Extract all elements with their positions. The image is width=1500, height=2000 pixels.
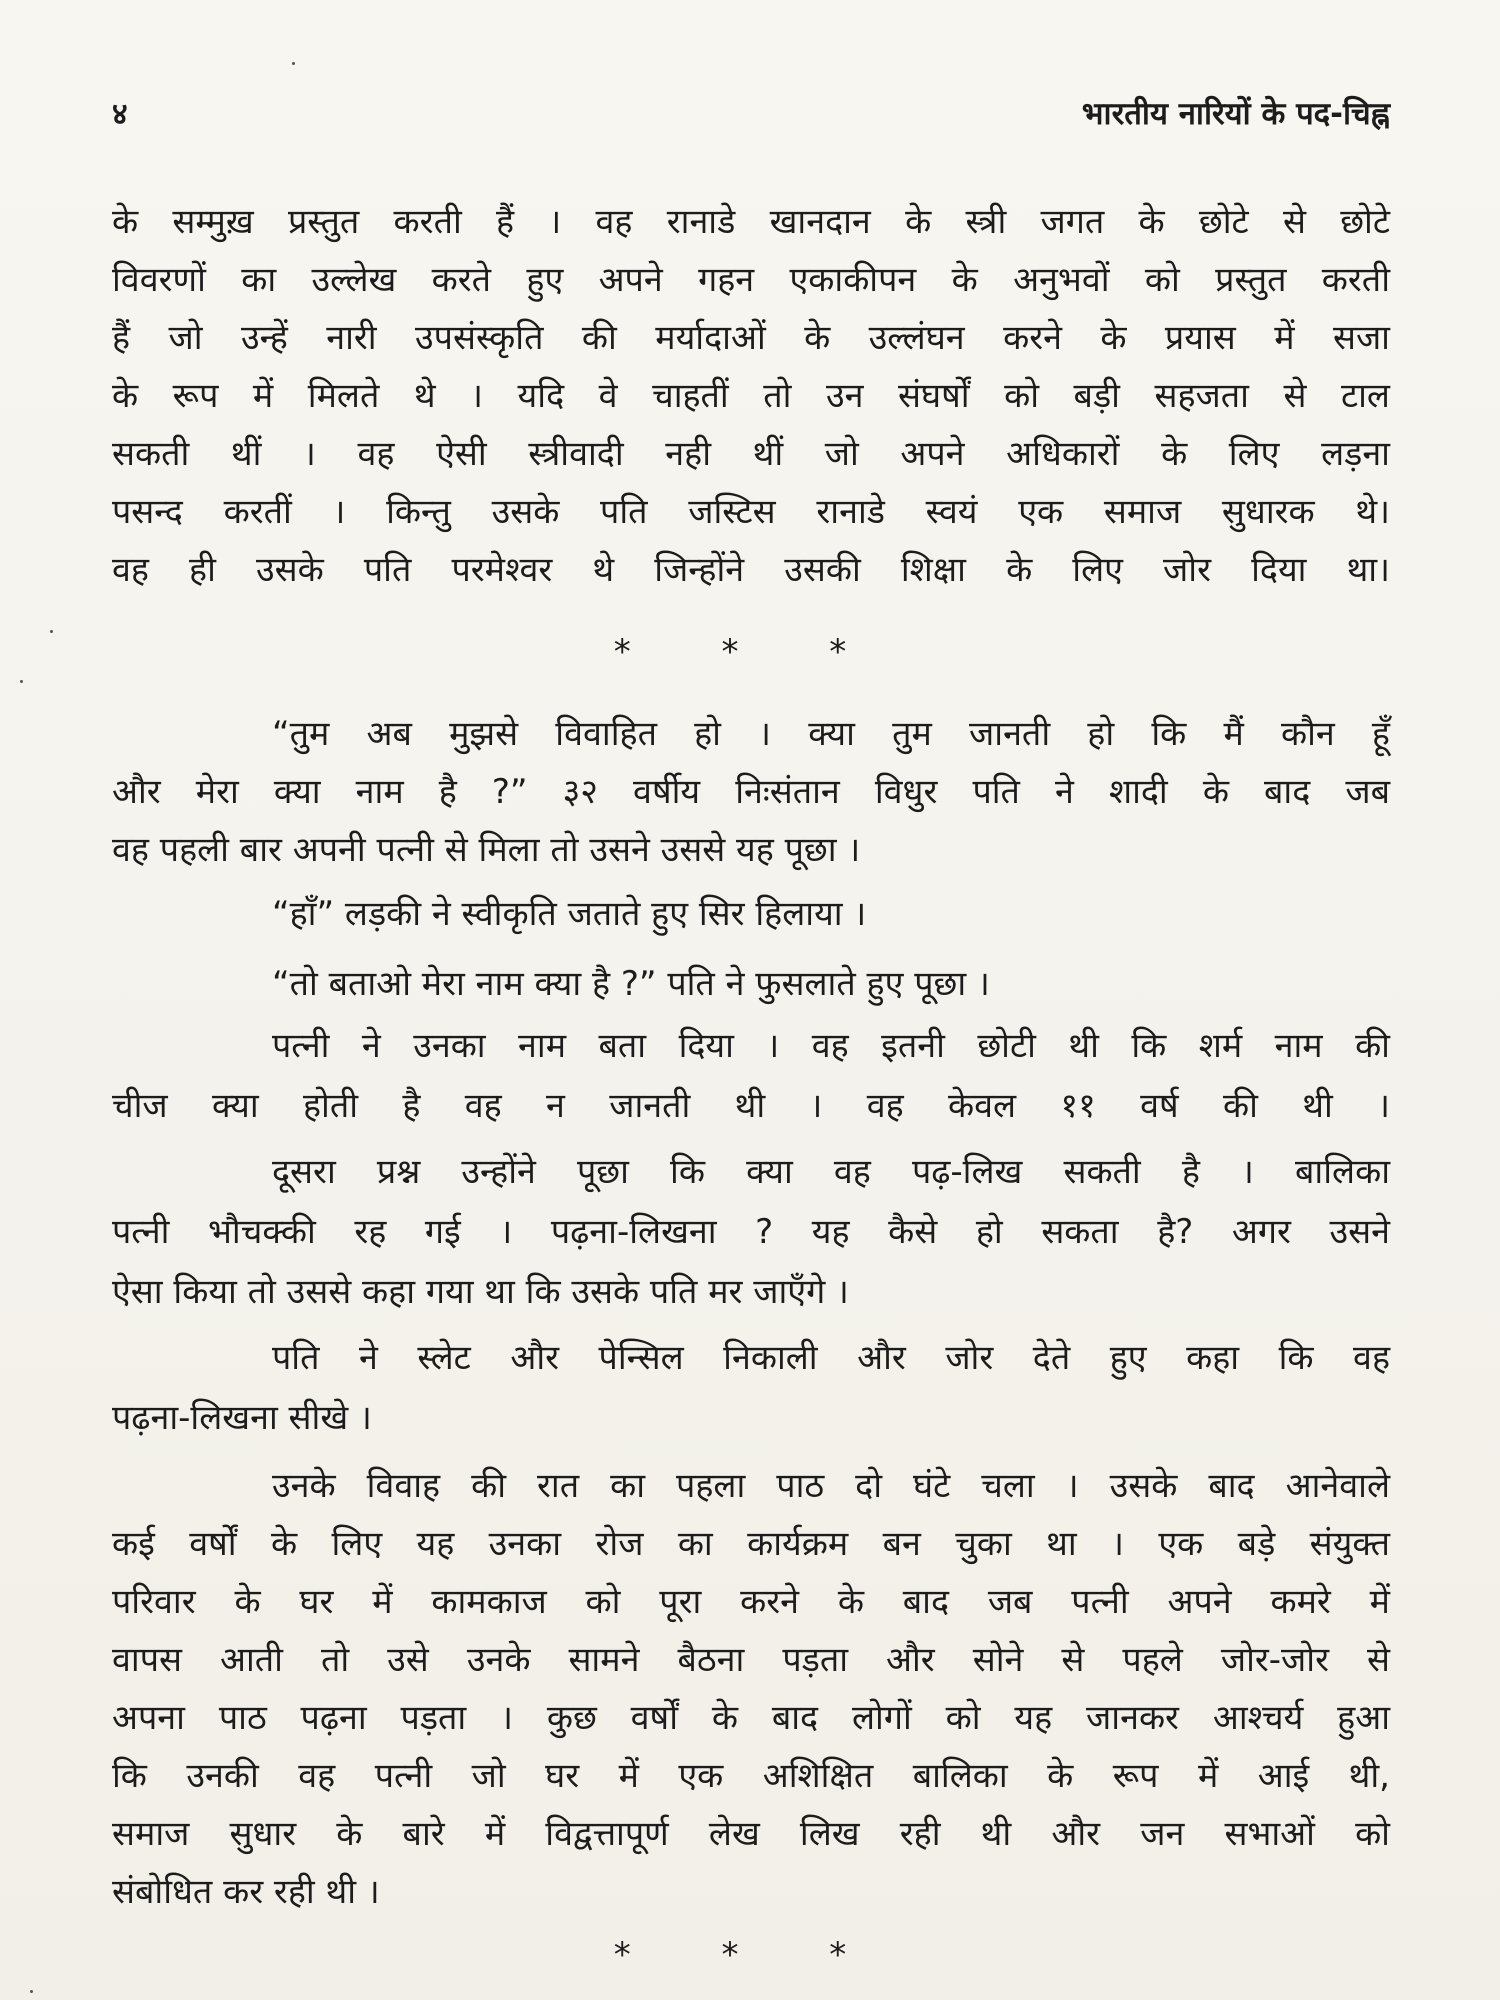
section-separator: * * * (613, 1935, 887, 1975)
running-title: भारतीय नारियों के पद-चिह्न (1081, 96, 1390, 132)
text-line: ऐसा किया तो उससे कहा गया था कि उसके पति मर जाएँगे । (112, 1272, 849, 1312)
text-line: अपना पाठ पढ़ना पड़ता । कुछ वर्षों के बाद लोगों को यह जानकर आश्चर्य हुआ (112, 1698, 1390, 1738)
text-line: दूसरा प्रश्न उन्होंने पूछा कि क्या वह पढ़-लिख सकती है । बालिका (272, 1152, 1390, 1192)
paper-speck (20, 680, 23, 683)
text-line: पत्नी ने उनका नाम बता दिया । वह इतनी छोटी थी कि शर्म नाम की (272, 1026, 1390, 1066)
text-line: “हाँ” लड़की ने स्वीकृति जताते हुए सिर हिलाया । (272, 894, 867, 934)
text-line: विवरणों का उल्लेख करते हुए अपने गहन एकाकीपन के अनुभवों को प्रस्तुत करती (112, 260, 1390, 300)
text-line: परिवार के घर में कामकाज को पूरा करने के बाद जब पत्नी अपने कमरे में (112, 1582, 1390, 1622)
text-line: कई वर्षों के लिए यह उनका रोज का कार्यक्रम बन चुका था । एक बड़े संयुक्त (112, 1524, 1390, 1564)
text-line: और मेरा क्या नाम है ?” ३२ वर्षीय निःसंतान विधुर पति ने शादी के बाद जब (112, 772, 1390, 812)
section-separator: * * * (613, 632, 887, 672)
text-line: चीज क्या होती है वह न जानती थी । वह केवल ११ वर्ष की थी । (112, 1086, 1390, 1126)
text-line: समाज सुधार के बारे में विद्वत्तापूर्ण लेख लिख रही थी और जन सभाओं को (112, 1814, 1390, 1854)
text-line: उनके विवाह की रात का पहला पाठ दो घंटे चला । उसके बाद आनेवाले (272, 1466, 1390, 1506)
page-header (112, 92, 1390, 142)
text-line: वापस आती तो उसे उनके सामने बैठना पड़ता और सोने से पहले जोर-जोर से (112, 1640, 1390, 1680)
paper-speck (30, 1990, 33, 1993)
text-line: के सम्मुख़ प्रस्तुत करती हैं । वह रानाडे खानदान के स्त्री जगत के छोटे से छोटे (112, 202, 1390, 242)
paper-speck (292, 62, 295, 65)
text-line: संबोधित कर रही थी । (112, 1872, 380, 1912)
paper-speck (50, 630, 53, 633)
text-line: वह पहली बार अपनी पत्नी से मिला तो उसने उससे यह पूछा । (112, 830, 861, 870)
text-line: पसन्द करतीं । किन्तु उसके पति जस्टिस रानाडे स्वयं एक समाज सुधारक थे। (112, 492, 1390, 532)
text-line: कि उनकी वह पत्नी जो घर में एक अशिक्षित बालिका के रूप में आई थी, (112, 1756, 1390, 1796)
page-number: ४ (112, 97, 128, 132)
text-line: वह ही उसके पति परमेश्वर थे जिन्होंने उसकी शिक्षा के लिए जोर दिया था। (112, 550, 1390, 590)
text-line: “तुम अब मुझसे विवाहित हो । क्या तुम जानती हो कि मैं कौन हूँ (272, 714, 1390, 754)
text-line: पत्नी भौचक्की रह गई । पढ़ना-लिखना ? यह कैसे हो सकता है? अगर उसने (112, 1212, 1390, 1252)
text-line: “तो बताओ मेरा नाम क्या है ?” पति ने फुसलाते हुए पूछा । (272, 964, 990, 1004)
text-line: पति ने स्लेट और पेन्सिल निकाली और जोर देते हुए कहा कि वह (272, 1338, 1390, 1378)
text-line: हैं जो उन्हें नारी उपसंस्कृति की मर्यादाओं के उल्लंघन करने के प्रयास में सजा (112, 318, 1390, 358)
text-line: के रूप में मिलते थे । यदि वे चाहतीं तो उन संघर्षों को बड़ी सहजता से टाल (112, 376, 1390, 416)
text-line: सकती थीं । वह ऐसी स्त्रीवादी नही थीं जो अपने अधिकारों के लिए लड़ना (112, 434, 1390, 474)
text-line: पढ़ना-लिखना सीखे । (112, 1398, 372, 1438)
